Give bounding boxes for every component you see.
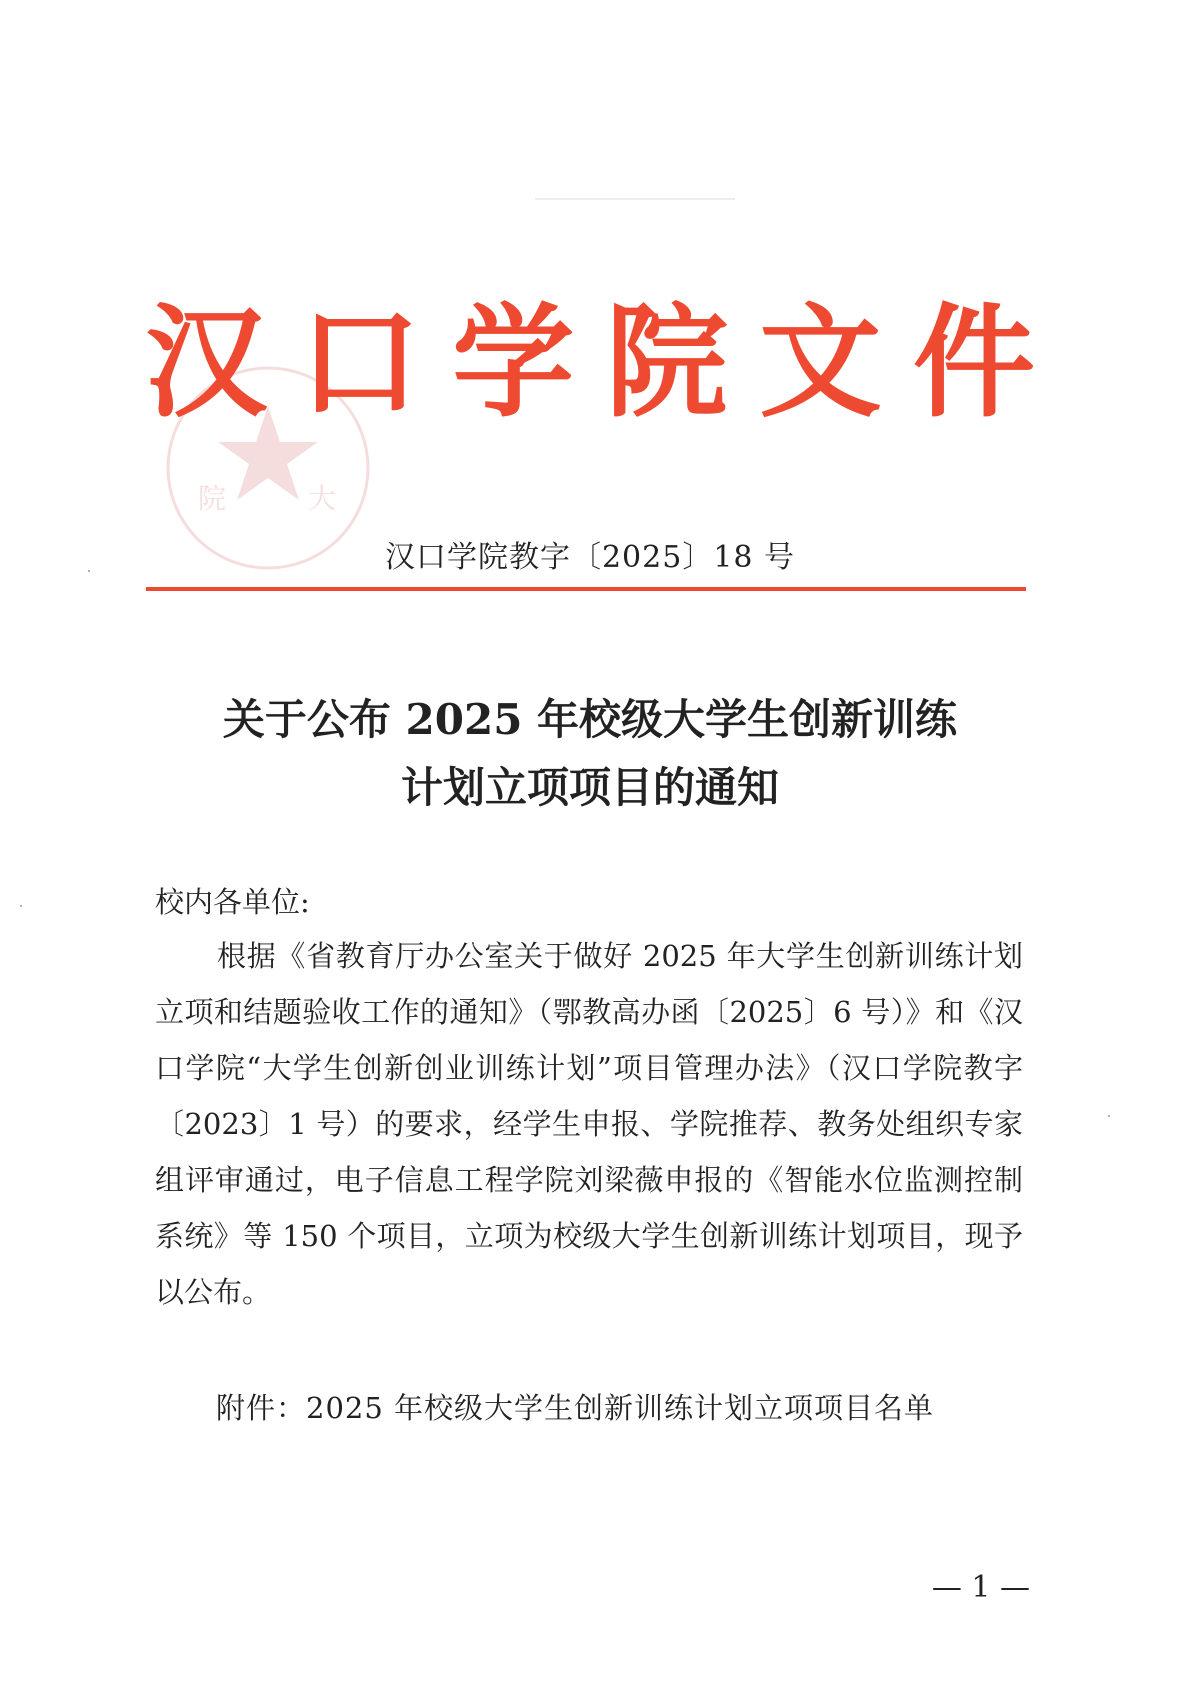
document-header xyxy=(140,282,1040,442)
svg-text:院: 院 xyxy=(198,482,227,515)
header-char: 学 xyxy=(452,290,575,434)
attachment-line: 附件：2025 年校级大学生创新训练计划立项项目名单 xyxy=(216,1391,935,1425)
salutation: 校内各单位: xyxy=(155,885,310,919)
document-title xyxy=(140,686,1040,822)
svg-text:大: 大 xyxy=(308,482,337,515)
page-number: — 1 — xyxy=(931,1570,1030,1605)
body-paragraph: 根据《省教育厅办公室关于做好 2025 年大学生创新训练计划立项和结题验收工作的通知》（鄂教高办函〔2025〕6 号）》和《汉口学院“大学生创新创业训练计划”项目管理办法》（汉口学院教字〔2023〕1 号）的要求，经学生申报、学院推荐、教务处组织专家组评审通过，电子信息工程学院刘梁薇申报的《智能水位监测控制系统》等 150 个项目，立项为校级大学生创新训练计划项目，现予以公布。 xyxy=(155,939,1023,1309)
title-line-1: 关于公布 2025 年校级大学生创新训练 xyxy=(222,695,958,744)
scan-artifact xyxy=(535,198,735,200)
header-divider xyxy=(146,587,1026,591)
header-char: 文 xyxy=(759,290,882,434)
scan-speck xyxy=(20,905,22,907)
scan-speck xyxy=(1108,1115,1110,1117)
header-char: 件 xyxy=(912,290,1035,434)
header-char: 汉 xyxy=(145,290,267,434)
header-char: 口 xyxy=(298,290,421,434)
scan-speck xyxy=(88,570,90,572)
header-char: 院 xyxy=(605,290,728,434)
document-number: 汉口学院教字〔2025〕18 号 xyxy=(384,540,796,575)
title-line-2: 计划立项项目的通知 xyxy=(400,763,779,812)
